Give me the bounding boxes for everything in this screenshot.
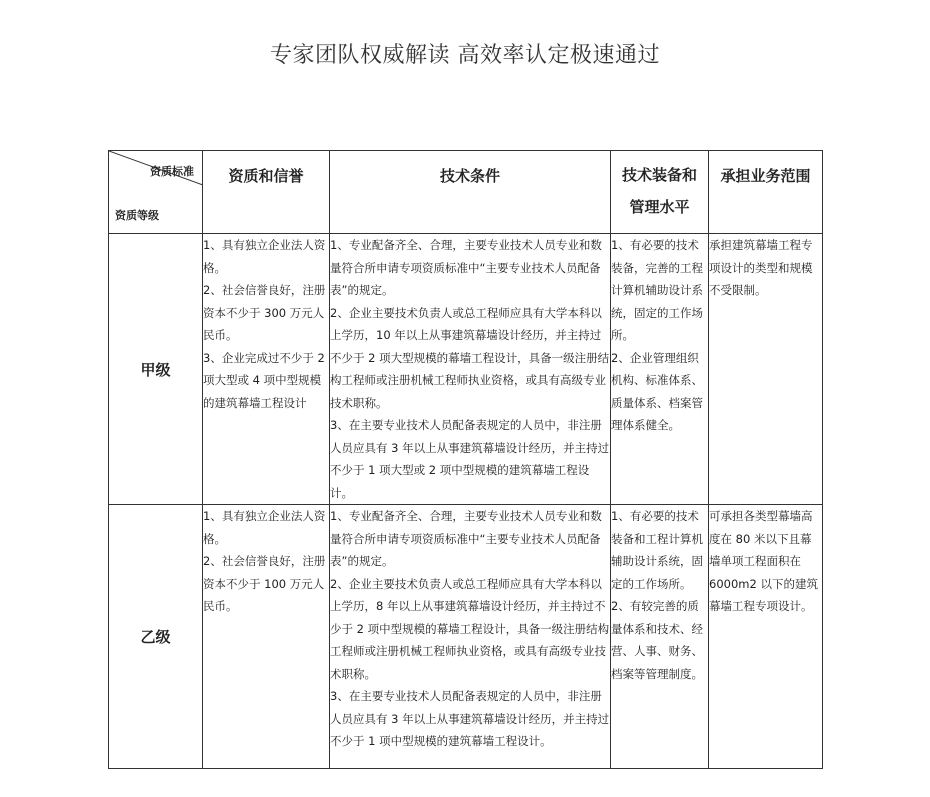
- header-row: [109, 151, 823, 234]
- tech-item: 1、专业配备齐全、合理，主要专业技术人员专业和数量符合所申请专项资质标准中“主要专业技术人员配备表”的规定。: [330, 238, 602, 297]
- equipment-item: 2、企业管理组织机构、标准体系、质量体系、档案管理体系健全。: [611, 350, 703, 432]
- tech-cell: [330, 505, 611, 769]
- header-credit: 资质和信誉: [203, 151, 330, 234]
- corner-label-standard: 资质标准: [150, 165, 194, 178]
- credit-item: 1、具有独立企业法人资格。: [203, 509, 326, 546]
- tech-item: 2、企业主要技术负责人或总工程师应具有大学本科以上学历，8 年以上从事建筑幕墙设计经历，并主持过不少于 2 项中型规模的幕墙工程设计，具备一级注册结构工程师或注册机械工程师执业资格，或具有高级专业技术职称。: [330, 576, 610, 681]
- equipment-cell: [611, 234, 709, 505]
- credit-item: 2、社会信誉良好，注册资本不少于 300 万元人民币。: [203, 283, 326, 342]
- credit-item: 2、社会信誉良好，注册资本不少于 100 万元人民币。: [203, 554, 326, 613]
- corner-label-grade: 资质等级: [115, 209, 159, 222]
- scope-item: 承担建筑幕墙工程专项设计的类型和规模不受限制。: [709, 238, 813, 297]
- scope-cell: [709, 234, 823, 505]
- credit-item: 1、具有独立企业法人资格。: [203, 238, 326, 275]
- tech-item: 3、在主要专业技术人员配备表规定的人员中，非注册人员应具有 3 年以上从事建筑幕墙设计经历，并主持过不少于 1 项中型规模的建筑幕墙工程设计。: [330, 689, 610, 748]
- credit-item: 3、企业完成过不少于 2 项大型或 4 项中型规模的建筑幕墙工程设计: [203, 350, 325, 410]
- corner-header-cell: [109, 151, 203, 234]
- tech-item: 3、在主要专业技术人员配备表规定的人员中，非注册人员应具有 3 年以上从事建筑幕墙设计经历，并主持过不少于 1 项大型或 2 项中型规模的建筑幕墙工程设计。: [330, 418, 610, 500]
- qualification-table: [108, 150, 823, 769]
- tech-item: 1、专业配备齐全、合理，主要专业技术人员专业和数量符合所申请专项资质标准中“主要专业技术人员配备表”的规定。: [330, 509, 602, 568]
- header-equipment: [611, 151, 709, 234]
- header-scope: 承担业务范围: [709, 151, 823, 234]
- equipment-item: 1、有必要的技术装备，完善的工程计算机辅助设计系统，固定的工作场所。: [611, 238, 703, 342]
- table-row: [109, 505, 823, 769]
- equipment-item: 1、有必要的技术装备和工程计算机辅助设计系统，固定的工作场所。: [611, 509, 703, 591]
- header-equipment-line2: 管理水平: [629, 198, 690, 216]
- credit-cell: [203, 505, 330, 769]
- tech-item: 2、企业主要技术负责人或总工程师应具有大学本科以上学历，10 年以上从事建筑幕墙设计经历，并主持过不少于 2 项大型规模的幕墙工程设计，具备一级注册结构工程师或注册机械工程师执业资格，或具有高级专业技术职称。: [330, 305, 610, 410]
- scope-cell: [709, 505, 823, 769]
- table-row: [109, 234, 823, 505]
- equipment-item: 2、有较完善的质量体系和技术、经营、人事、财务、档案等管理制度。: [611, 599, 703, 681]
- header-tech: 技术条件: [330, 151, 611, 234]
- grade-cell: 乙级: [109, 505, 203, 769]
- credit-cell: [203, 234, 330, 505]
- grade-cell: 甲级: [109, 234, 203, 505]
- tech-cell: [330, 234, 611, 505]
- header-equipment-line1: 技术装备和: [621, 166, 697, 184]
- page-title: 专家团队权威解读 高效率认定极速通过: [270, 43, 660, 68]
- scope-item: 可承担各类型幕墙高度在 80 米以下且幕墙单项工程面积在 6000m2 以下的建筑幕墙工程专项设计。: [709, 509, 818, 613]
- equipment-cell: [611, 505, 709, 769]
